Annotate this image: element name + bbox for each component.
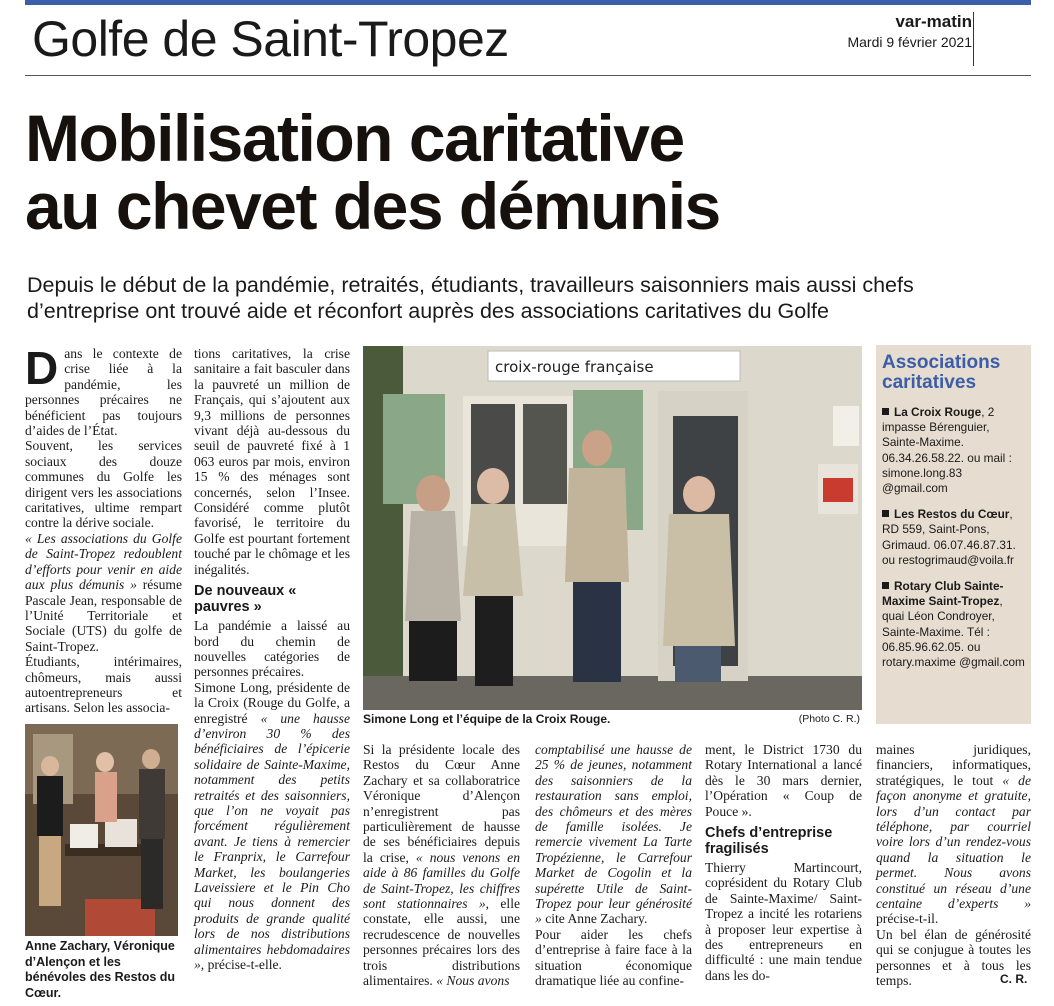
- paragraph: tions caritatives, la crise sanitaire a fait basculer dans la pauvreté un million de Français, qui s’ajoutent aux 9,3 millions de personnes vivant déjà au-dessous du seuil de pauvreté fixé à 1 063 euros par mois, environ 15 % des ménages sont concernés, selon l’Insee. Considéré comme plutôt favorisé, le territoire du Golfe est pourtant fortement touché par le chômage et les inégalités.: [194, 346, 350, 577]
- paragraph-text: Simone Long, présidente de la Croix (Rouge du Golfe, a enregistré: [194, 679, 350, 726]
- quote: « nous venons en aide à 86 familles du Golfe de Saint-Tropez, les chiffres sont stationnaires »: [363, 849, 520, 912]
- association-name: La Croix Rouge: [894, 405, 982, 419]
- association-entry: [882, 579, 1025, 670]
- article-column-4: [535, 742, 692, 989]
- newspaper-info: [847, 12, 972, 52]
- main-photo-caption-block: [363, 711, 862, 727]
- bullet-square-icon: [882, 582, 889, 589]
- quote: « Nous avons: [436, 973, 510, 989]
- subheading: Chefs d’entreprise fragilisés: [705, 825, 833, 858]
- article-column-6: [876, 742, 1031, 989]
- quote: « de façon anonyme et gratuite, lors d’un contact par téléphone, par courriel voire lors d’un rendez-vous quand la situation le permet. Nous avons constitué un réseau d’une centaine d’experts »: [876, 772, 1031, 912]
- association-details: , 2 impasse Bérenguier, Sainte-Maxime. 06.34.26.58.22. ou mail : simone.long.83 @gmail.com: [882, 405, 1012, 496]
- publication-date: Mardi 9 février 2021: [847, 34, 972, 50]
- quote: comptabilisé une hausse de 25 % de jeunes, notamment des saisonniers de la restauration sans emploi, des chômeurs et des mères de famille isolées. Je remercie vivement La Tarte Tropézienne, le Carrefour Market de Cogolin et la supérette Utile de Saint-Tropez pour leur générosité »: [535, 742, 692, 927]
- article-column-2: [194, 346, 350, 972]
- headline-line-2: au chevet des démunis: [25, 169, 720, 243]
- quote: « Les associations du Golfe de Saint-Tropez redoublent d’efforts pour venir en aide aux plus démunis »: [25, 530, 182, 593]
- association-name: Rotary Club Sainte-Maxime Saint-Tropez: [882, 579, 1004, 609]
- author-signature: C. R.: [1000, 972, 1028, 986]
- paragraph: [363, 742, 520, 989]
- volunteers-illustration: [25, 724, 178, 936]
- association-details: , quai Léon Condroyer, Sainte-Maxime. Tél : 06.85.96.62.05. ou rotary.maxime @gmail.com: [882, 594, 1025, 670]
- association-entry: [882, 507, 1025, 568]
- paragraph: [25, 531, 182, 654]
- paragraph-text: Si la présidente locale des Restos du Cœur Anne Zachary et sa collaboratrice Véronique d’Alençon n’enregistrent pas particulièrement de hausse de ses bénéficiaires depuis la crise,: [363, 742, 520, 865]
- paragraph-text: , précise-t-elle.: [200, 957, 282, 973]
- association-details: , RD 559, Saint-Pons, Grimaud. 06.07.46.87.31. ou restogrimaud@voila.fr: [882, 507, 1016, 567]
- paragraph: Un bel élan de générosité qui se conjugue à toutes les personnes et à tous les temps.: [876, 926, 1031, 989]
- standfirst: Depuis le début de la pandémie, retraités, étudiants, travailleurs saisonniers mais aussi chefs d’entreprise ont trouvé aide et réconfort auprès des associations caritatives du Golfe: [27, 273, 914, 323]
- main-photo-caption: Simone Long et l’équipe de la Croix Rouge.: [363, 712, 611, 726]
- paragraph: ment, le District 1730 du Rotary International a lancé dès le 30 mars dernier, l’Opération « Coup de Pouce ».: [705, 742, 862, 819]
- paragraph: [876, 742, 1031, 927]
- associations-box: [876, 345, 1031, 724]
- bullet-square-icon: [882, 408, 889, 415]
- second-photo-caption: Anne Zachary, Véronique d’Alençon et les bénévoles des Restos du Cœur.: [25, 939, 176, 1000]
- headline-line-1: Mobilisation caritative: [25, 101, 684, 175]
- association-entry: [882, 405, 1025, 496]
- subheading: De nouveaux « pauvres »: [194, 583, 297, 616]
- top-color-bar: [25, 0, 1031, 5]
- paragraph: [25, 342, 182, 439]
- article-column-1: [25, 342, 182, 716]
- paragraph-text: résume Pascale Jean, responsable de l’Unité Territoriale et Sociale (UTS) du golfe de Saint-Tropez.: [25, 577, 182, 654]
- paragraph-text: cite Anne Zachary.: [541, 911, 648, 927]
- paragraph-text: , elle constate, elle aussi, une recrudescence de nouvelles personnes précaires lors des trois distributions alimentaires.: [363, 896, 521, 989]
- header-rule: [25, 75, 1031, 76]
- paragraph-text: maines juridiques, financiers, informatiques, stratégiques, le tout: [876, 742, 1031, 788]
- article-column-3: [363, 742, 520, 989]
- paragraph: [535, 742, 692, 927]
- restos-du-coeur-photo: [25, 724, 178, 936]
- newspaper-name: var-matin: [895, 12, 972, 31]
- paragraph: Étudiants, intérimaires, chômeurs, mais aussi autoentrepreneurs et artisans. Selon les associa-: [25, 654, 182, 716]
- paragraph-text: précise-t-il.: [876, 911, 939, 927]
- photo-credit: (Photo C. R.): [798, 713, 860, 725]
- drop-cap: D: [25, 342, 59, 394]
- croix-rouge-photo: [363, 346, 862, 710]
- paragraph: [194, 680, 350, 973]
- association-name: Les Restos du Cœur: [894, 507, 1010, 522]
- article-column-5: [705, 742, 862, 983]
- paragraph: Souvent, les services sociaux des douze communes du Golfe les dirigent vers les associations caritatives, ultime rempart contre la dérive sociale.: [25, 438, 182, 531]
- croix-rouge-team-illustration: [363, 346, 862, 710]
- paragraph: Pour aider les chefs d’entreprise à faire face à la situation économique dramatique liée au confine-: [535, 926, 692, 989]
- paragraph: Thierry Martincourt, coprésident du Rotary Club de Sainte-Maxime/ Saint-Tropez a incité les rotariens à proposer leur expertise à des entrepreneurs en difficulté : une main tendue dans les do-: [705, 860, 862, 983]
- headline: [25, 101, 1031, 243]
- box-title: Associations caritatives: [882, 352, 1001, 393]
- header-divider: [973, 12, 974, 66]
- quote: « une hausse d’environ 30 % des bénéficiaires de l’épicerie solidaire de Sainte-Maxime, notamment des petits retraités et des saisonniers, que l’on ne voyait pas forcément régulièrement avant. Je tiens à remercier le Franprix, le Carrefour Market, les boulangeries Laveissiere et le Pin Cho qui nous donnent des produits de grande qualité lors de nos distributions alimentaires hebdomadaires »: [194, 710, 350, 973]
- paragraph-text: ans le contexte de crise liée à la pandémie, les personnes précaires ne bénéficient pas toujours d’aides de l’État.: [25, 346, 182, 439]
- section-title: Golfe de Saint-Tropez: [32, 11, 509, 67]
- building-sign: croix-rouge française: [495, 358, 654, 376]
- paragraph: La pandémie a laissé au bord du chemin de nouvelles catégories de personnes précaires.: [194, 618, 350, 680]
- bullet-square-icon: [882, 510, 889, 517]
